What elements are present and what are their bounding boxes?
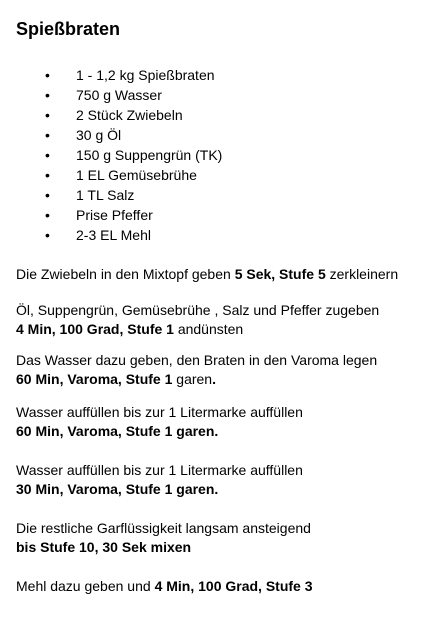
ingredient-item (0, 85, 222, 105)
ingredient-item (0, 185, 222, 205)
instruction-step-1 (16, 265, 398, 284)
instruction-step-3 (16, 351, 377, 389)
instruction-step-4 (16, 403, 303, 441)
ingredient-text: 2-3 EL Mehl (76, 227, 151, 243)
ingredient-item (0, 105, 222, 125)
bullet-icon: • (45, 67, 50, 83)
step-setting: 4 Min, 100 Grad, Stufe 3 (154, 578, 313, 594)
step-text: Öl, Suppengrün, Gemüsebrühe , Salz und Pfeffer zugeben (16, 302, 380, 318)
ingredient-text: 2 Stück Zwiebeln (76, 107, 183, 123)
step-text: garen (172, 371, 213, 387)
step-text: Mehl dazu geben und (16, 578, 155, 594)
bullet-icon: • (45, 147, 50, 163)
instruction-step-2 (16, 301, 379, 339)
step-text: andünsten (173, 321, 244, 337)
ingredient-text: 30 g Öl (76, 127, 122, 143)
ingredient-item (0, 225, 222, 245)
recipe-title: Spießbraten (16, 19, 121, 39)
step-text: Die Zwiebeln in den Mixtopf geben (16, 266, 235, 282)
ingredient-text: Prise Pfeffer (76, 207, 153, 223)
bullet-icon: • (45, 107, 50, 123)
step-setting-end: . (212, 371, 216, 387)
ingredient-list (0, 65, 222, 245)
ingredient-item (0, 125, 222, 145)
ingredient-item (0, 205, 222, 225)
instruction-step-7 (16, 577, 313, 596)
ingredient-item (0, 165, 222, 185)
bullet-icon: • (45, 167, 50, 183)
bullet-icon: • (45, 187, 50, 203)
step-text: Wasser auffüllen bis zur 1 Litermarke auffüllen (16, 404, 303, 420)
instruction-step-5 (16, 461, 303, 499)
instruction-step-6 (16, 519, 311, 557)
bullet-icon: • (45, 227, 50, 243)
bullet-icon: • (45, 127, 50, 143)
ingredient-text: 1 EL Gemüsebrühe (76, 167, 197, 183)
ingredient-text: 150 g Suppengrün (TK) (76, 147, 223, 163)
step-text: Wasser auffüllen bis zur 1 Litermarke auffüllen (16, 462, 303, 478)
ingredient-text: 1 TL Salz (76, 187, 135, 203)
step-setting: 60 Min, Varoma, Stufe 1 (16, 371, 173, 387)
step-setting: bis Stufe 10, 30 Sek mixen (16, 539, 192, 555)
step-text: Das Wasser dazu geben, den Braten in den Varoma legen (16, 352, 378, 368)
step-text: zerkleinern (325, 266, 399, 282)
ingredient-text: 750 g Wasser (76, 87, 162, 103)
bullet-icon: • (45, 207, 50, 223)
step-text: Die restliche Garflüssigkeit langsam ansteigend (16, 520, 311, 536)
bullet-icon: • (45, 87, 50, 103)
step-setting: 60 Min, Varoma, Stufe 1 garen. (16, 423, 219, 439)
step-setting: 5 Sek, Stufe 5 (234, 266, 326, 282)
step-setting: 30 Min, Varoma, Stufe 1 garen. (16, 481, 219, 497)
ingredient-text: 1 - 1,2 kg Spießbraten (76, 67, 215, 83)
step-setting: 4 Min, 100 Grad, Stufe 1 (16, 321, 174, 337)
ingredient-item (0, 145, 222, 165)
ingredient-item (0, 65, 222, 85)
